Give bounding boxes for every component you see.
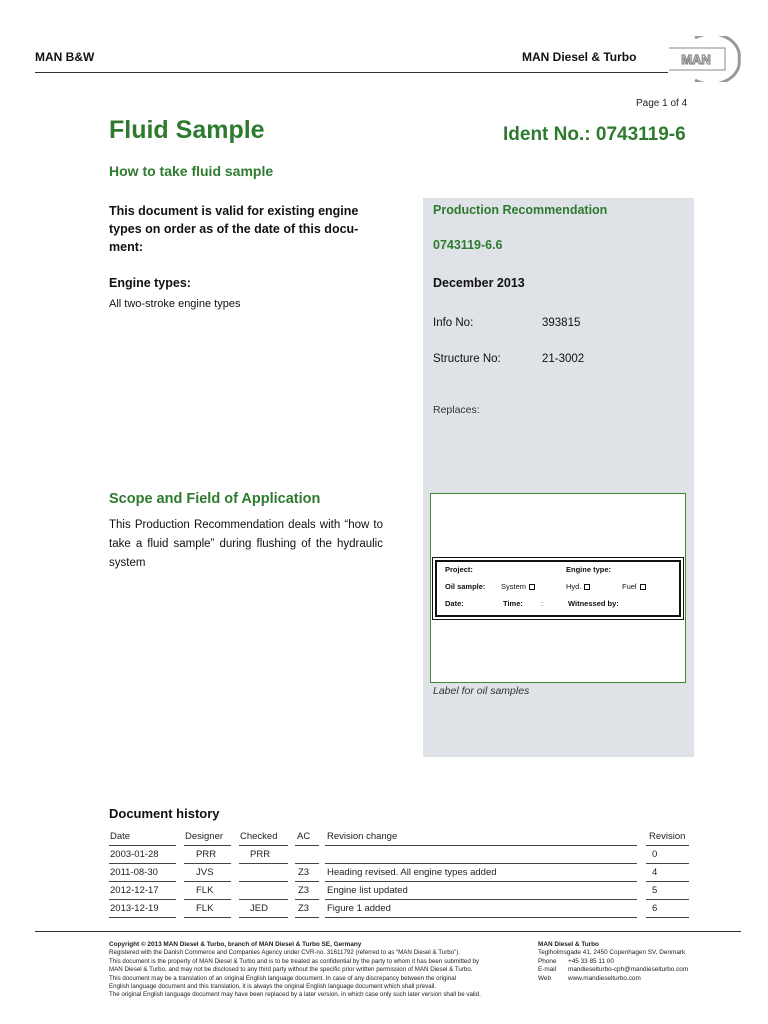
- header-rule: [35, 72, 668, 73]
- label-system: System: [501, 582, 527, 591]
- table-row: [109, 864, 689, 882]
- footer-rule: [35, 931, 741, 932]
- cell-ac: Z3: [298, 903, 310, 914]
- oil-sample-label: [432, 557, 684, 620]
- cell-ac: Z3: [298, 867, 310, 878]
- oil-sample-label-inner: [435, 560, 681, 617]
- issue-date: December 2013: [433, 276, 525, 290]
- recommendation-number: 0743119-6.6: [433, 238, 503, 252]
- document-subtitle: How to take fluid sample: [109, 163, 274, 179]
- cell-revision: 6: [652, 903, 658, 914]
- cell-designer: FLK: [196, 903, 214, 914]
- label-project: Project:: [445, 565, 473, 574]
- structure-no-value: 21-3002: [542, 353, 585, 365]
- phone-label: Phone: [538, 957, 557, 965]
- copyright-line: English language document and this translation, it is always the original English language document which shall prevail.: [109, 983, 437, 991]
- cell-change: Figure 1 added: [327, 903, 391, 914]
- ident-number: Ident No.: 0743119-6: [503, 124, 686, 145]
- info-no-value: 393815: [542, 317, 581, 329]
- replaces-label: Replaces:: [433, 404, 480, 416]
- copyright-line: MAN Diesel & Turbo, and may not be disclosed to any third party without the specific prior written permission of MAN Diesel & Turbo.: [109, 966, 473, 974]
- footer-web-row: [538, 975, 738, 983]
- cell-change: Heading revised. All engine types added: [327, 867, 497, 878]
- history-table: [109, 828, 689, 918]
- structure-no-label: Structure No:: [433, 353, 501, 365]
- email-link[interactable]: mandieselturbo-cph@mandieselturbo.com: [568, 966, 689, 974]
- figure-caption: Label for oil samples: [433, 685, 530, 697]
- footer-copyright: [109, 941, 529, 1000]
- cell-revision: 0: [652, 849, 658, 860]
- copyright-line: Registered with the Danish Commerce and Companies Agency under CVR-no. 31611792 (referred to as “MAN Diesel & Turbo”).: [109, 949, 461, 957]
- footer-contact: [538, 941, 738, 983]
- footer-phone-row: [538, 958, 738, 966]
- cell-date: 2011-08-30: [110, 867, 158, 878]
- logo-text: MAN: [681, 52, 711, 67]
- engine-types-value: All two-stroke engine types: [109, 298, 241, 310]
- copyright-line: The original English language document may have been replaced by a later version, in which case only such later version shall be valid.: [109, 991, 481, 999]
- footer-address: Teglholmsgade 41, 2450 Copenhagen SV, Denmark: [538, 949, 686, 957]
- label-hyd: Hyd.: [566, 582, 582, 591]
- fuel-checkbox: [640, 584, 646, 590]
- header-right-brand: MAN Diesel & Turbo: [522, 50, 637, 64]
- label-fuel: Fuel: [622, 582, 637, 591]
- col-ac: AC: [297, 831, 311, 842]
- table-row: [109, 900, 689, 918]
- col-designer: Designer: [185, 831, 224, 842]
- copyright-line: This document is the property of MAN Diesel & Turbo and is to be treated as confidential by the party to whom it has been submitted by: [109, 957, 480, 965]
- col-date: Date: [110, 831, 131, 842]
- cell-revision: 5: [652, 885, 658, 896]
- cell-date: 2012-12-17: [110, 885, 159, 896]
- label-date: Date:: [445, 599, 464, 608]
- scope-text: This Production Recommendation deals with “how to take a fluid sample” during flushing of the hydraulic system: [109, 519, 383, 569]
- label-oil-sample: Oil sample:: [445, 582, 486, 591]
- email-label: E-mail: [538, 966, 557, 974]
- label-system-option: [501, 582, 535, 591]
- phone-value: +45 33 85 11 00: [568, 957, 614, 965]
- cell-revision: 4: [652, 867, 658, 878]
- label-hyd-option: [566, 582, 590, 591]
- document-title: Fluid Sample: [109, 116, 265, 144]
- footer-company: MAN Diesel & Turbo: [538, 941, 599, 948]
- copyright-title: Copyright © 2013 MAN Diesel & Turbo, branch of MAN Diesel & Turbo SE, Germany: [109, 941, 362, 948]
- cell-designer: PRR: [196, 849, 217, 860]
- cell-designer: FLK: [196, 885, 214, 896]
- label-engine-type: Engine type:: [566, 565, 612, 574]
- cell-change: Engine list updated: [327, 885, 408, 896]
- page-number: Page 1 of 4: [636, 98, 688, 109]
- validity-statement: This document is valid for existing engine types on order as of the date of this docu-ment:: [109, 204, 359, 254]
- cell-designer: JVS: [196, 867, 214, 878]
- web-link[interactable]: www.mandieselturbo.com: [568, 974, 641, 982]
- panel-heading: Production Recommendation: [433, 203, 608, 217]
- man-logo-icon: [665, 36, 741, 82]
- header-left-brand: MAN B&W: [35, 50, 95, 64]
- col-revision: Revision: [649, 831, 686, 842]
- cell-date: 2003-01-28: [110, 849, 159, 860]
- system-checkbox: [529, 584, 535, 590]
- cell-checked: PRR: [250, 849, 271, 860]
- history-heading: Document history: [109, 806, 220, 821]
- engine-types-heading: Engine types:: [109, 276, 191, 290]
- footer-email-row: [538, 966, 738, 974]
- table-row: [109, 882, 689, 900]
- web-label: Web: [538, 974, 552, 982]
- table-row: [109, 846, 689, 864]
- label-time-colon: :: [541, 599, 544, 608]
- col-revision-change: Revision change: [327, 831, 398, 842]
- label-witnessed: Witnessed by:: [568, 599, 619, 608]
- scope-heading: Scope and Field of Application: [109, 491, 321, 507]
- cell-ac: Z3: [298, 885, 310, 896]
- col-checked: Checked: [240, 831, 278, 842]
- info-no-label: Info No:: [433, 317, 474, 329]
- copyright-line: This document may be a translation of an original English language document. In case of any discrepancy between the original: [109, 974, 457, 982]
- history-header-row: [109, 828, 689, 846]
- label-time: Time:: [503, 599, 523, 608]
- label-fuel-option: [622, 582, 646, 591]
- cell-checked: JED: [250, 903, 268, 914]
- hyd-checkbox: [584, 584, 590, 590]
- cell-date: 2013-12-19: [110, 903, 159, 914]
